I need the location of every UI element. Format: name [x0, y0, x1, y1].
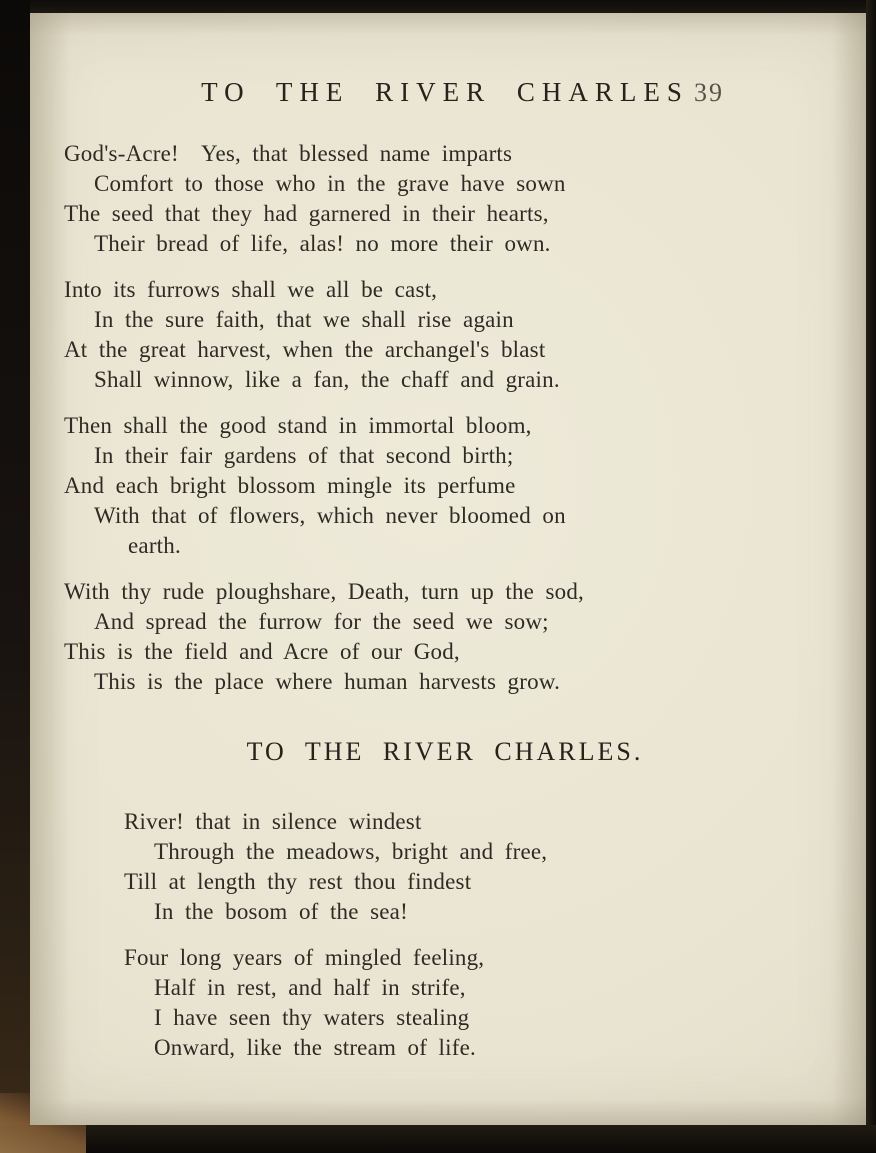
- poem-line: Comfort to those who in the grave have sown: [94, 171, 566, 196]
- page-content: [30, 13, 866, 1125]
- book-page: [30, 13, 866, 1125]
- poem-line: Half in rest, and half in strife,: [154, 975, 466, 1000]
- poem-line: And spread the furrow for the seed we sow;: [94, 609, 549, 634]
- poem-line: God's-Acre! Yes, that blessed name imparts: [64, 141, 513, 166]
- poem-line: The seed that they had garnered in their hearts,: [64, 201, 549, 226]
- poem-line: This is the place where human harvests grow.: [94, 669, 561, 694]
- poem-line: With that of flowers, which never bloomed on: [94, 503, 566, 528]
- poem-line: I have seen thy waters stealing: [154, 1005, 470, 1030]
- poem-line: With thy rude ploughshare, Death, turn up the sod,: [64, 579, 585, 604]
- poem-line: River! that in silence windest: [124, 809, 422, 834]
- running-header-title: TO THE RIVER CHARLES: [201, 77, 689, 107]
- photo-edge-right: [866, 0, 876, 1153]
- poem-line: Shall winnow, like a fan, the chaff and grain.: [94, 367, 560, 392]
- stanza: [64, 275, 826, 395]
- poem-line: This is the field and Acre of our God,: [64, 639, 460, 664]
- poem-line: In the sure faith, that we shall rise again: [94, 307, 514, 332]
- photo-edge-left: [0, 0, 30, 1153]
- stanza: [64, 139, 826, 259]
- poem-line: Into its furrows shall we all be cast,: [64, 277, 438, 302]
- stanza: [124, 807, 826, 927]
- poem-title: TO THE RIVER CHARLES.: [246, 737, 644, 766]
- poem-line: In the bosom of the sea!: [154, 899, 408, 924]
- poem-line: earth.: [128, 533, 181, 558]
- poem-line: Onward, like the stream of life.: [154, 1035, 476, 1060]
- poem-gods-acre: [64, 139, 826, 697]
- poem-line: Four long years of mingled feeling,: [124, 945, 485, 970]
- poem-line: Through the meadows, bright and free,: [154, 839, 548, 864]
- running-header: [64, 77, 826, 111]
- poem-line: Till at length thy rest thou findest: [124, 869, 472, 894]
- page-number: 39: [694, 78, 724, 107]
- poem-line: At the great harvest, when the archangel's blast: [64, 337, 546, 362]
- poem-line: Their bread of life, alas! no more their own.: [94, 231, 551, 256]
- poem-line: And each bright blossom mingle its perfume: [64, 473, 516, 498]
- photo-edge-top: [0, 0, 876, 13]
- poem-river-charles: [124, 807, 826, 1063]
- photo-edge-bottom: [0, 1125, 876, 1153]
- stanza: [64, 577, 826, 697]
- stanza: [124, 943, 826, 1063]
- poem-line: Then shall the good stand in immortal bloom,: [64, 413, 532, 438]
- poem-line: In their fair gardens of that second birth;: [94, 443, 514, 468]
- stanza: [64, 411, 826, 561]
